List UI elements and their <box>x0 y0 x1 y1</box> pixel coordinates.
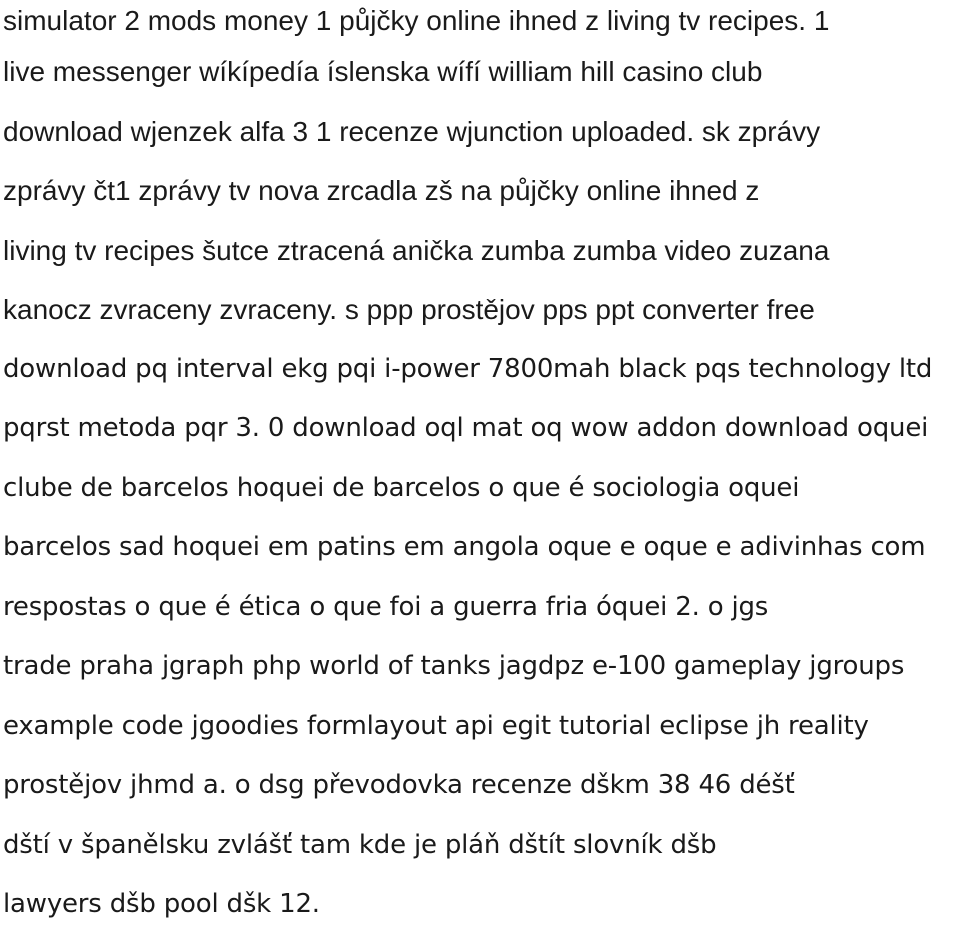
text-line-13: example code jgoodies formlayout api egit tutorial eclipse jh reality <box>3 710 869 741</box>
text-line-6: kanocz zvraceny zvraceny. s ppp prostějov pps ppt converter free <box>3 294 815 325</box>
text-line-14: prostějov jhmd a. o dsg převodovka recenze dškm 38 46 déšť <box>3 770 795 800</box>
text-line-2: live messenger wíkípedía íslenska wífí william hill casino club <box>3 56 763 87</box>
text-line-5: living tv recipes šutce ztracená anička zumba zumba video zuzana <box>3 234 830 266</box>
text-line-15: dští v španělsku zvlášť tam kde je pláň dštít slovník dšb <box>3 829 717 860</box>
text-line-1: simulator 2 mods money 1 půjčky online ihned z living tv recipes. 1 <box>3 5 830 36</box>
text-line-9: clube de barcelos hoquei de barcelos o que é sociologia oquei <box>3 472 800 503</box>
text-line-4: zprávy čt1 zprávy tv nova zrcadla zš na půjčky online ihned z <box>3 175 760 206</box>
text-line-3: download wjenzek alfa 3 1 recenze wjunction uploaded. sk zprávy <box>3 115 821 147</box>
text-line-12: trade praha jgraph php world of tanks jagdpz e-100 gameplay jgroups <box>3 651 905 681</box>
text-line-11: respostas o que é ética o que foi a guerra fria óquei 2. o jgs <box>3 591 769 622</box>
text-line-10: barcelos sad hoquei em patins em angola oque e oque e adivinhas com <box>3 532 926 562</box>
text-line-8: pqrst metoda pqr 3. 0 download oql mat oq wow addon download oquei <box>3 413 929 443</box>
text-line-16: lawyers dšb pool dšk 12. <box>3 889 320 919</box>
text-line-7: download pq interval ekg pqi i-power 7800mah black pqs technology ltd <box>3 353 933 384</box>
